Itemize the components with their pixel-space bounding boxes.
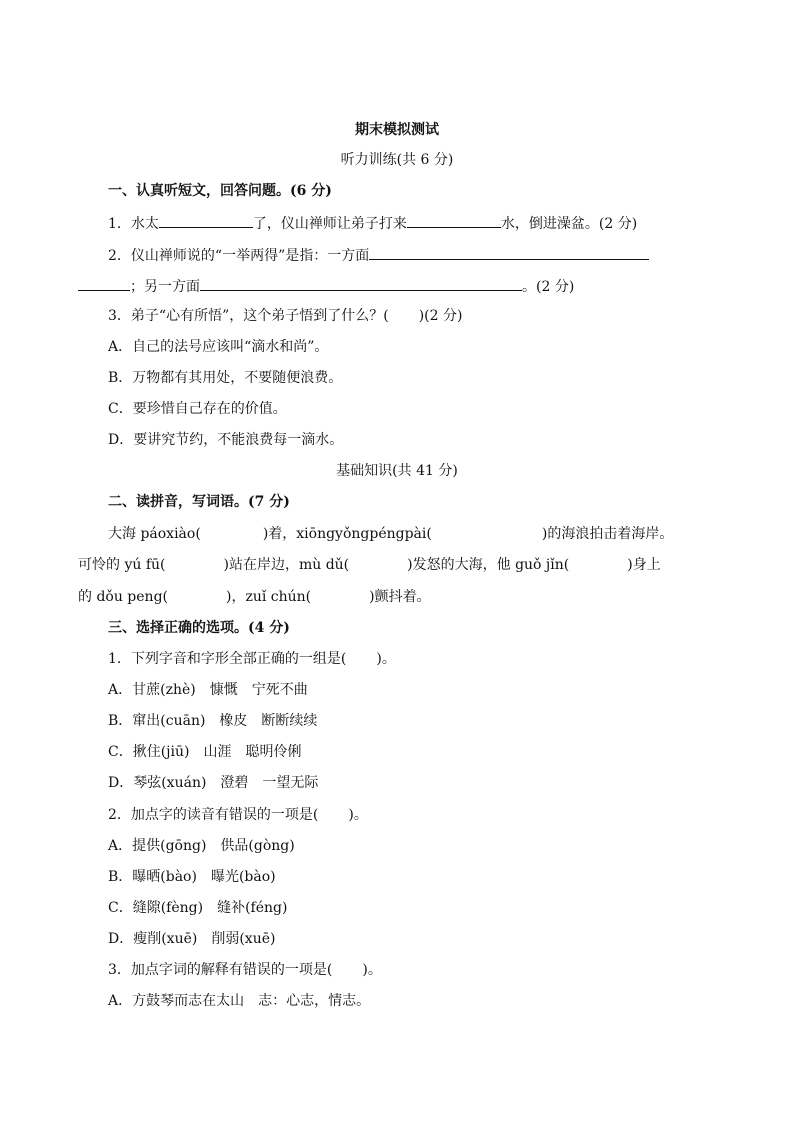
- question-1-3: 3．弟子“心有所悟”，这个弟子悟到了什么？( )(2 分): [108, 308, 463, 324]
- question-1-2: 2．仪山禅师说的“一举两得”是指：一方面: [108, 244, 649, 266]
- option-a: A．自己的法号应该叫“滴水和尚”。: [108, 339, 329, 355]
- option-c: C．揪住(jiū) 山涯 聪明伶俐: [108, 744, 302, 760]
- pinyin-line-3: 的 dǒu peng( )，zuǐ chún( )颤抖着。: [78, 589, 431, 605]
- answer-blank[interactable]: [407, 212, 501, 228]
- question-3-3: 3．加点字词的解释有错误的一项是( )。: [108, 962, 382, 978]
- option-d: D．要讲究节约，不能浪费每一滴水。: [108, 432, 344, 448]
- question-1-2-continued: ；另一方面 。(2 分): [78, 275, 574, 297]
- pinyin-line-2: 可怜的 yú fū( )站在岸边，mù dǔ( )发怒的大海，他 guǒ jǐn( )身上: [78, 557, 661, 573]
- pinyin-line-1: 大海 páoxiào( )着，xiōngyǒngpéngpài( )的海浪拍击着海岸。: [108, 526, 674, 542]
- option-d: D．琴弦(xuán) 澄碧 一望无际: [108, 775, 319, 791]
- option-d: D．瘦削(xuē) 削弱(xuē): [108, 931, 276, 947]
- question-3-2: 2．加点字的读音有错误的一项是( )。: [108, 807, 368, 823]
- option-a: A．甘蔗(zhè) 慷慨 宁死不曲: [108, 682, 308, 698]
- answer-blank[interactable]: [200, 275, 522, 291]
- option-b: B．万物都有其用处，不要随便浪费。: [108, 370, 343, 386]
- option-b: B．曝晒(bào) 曝光(bào): [108, 869, 276, 885]
- page-title: 期末模拟测试: [355, 122, 439, 138]
- section-basics-title: 基础知识(共 41 分): [336, 463, 458, 479]
- part-two-heading: 二、读拼音，写词语。(7 分): [108, 494, 290, 510]
- question-1-1: 1．水太 了，仪山禅师让弟子打来 水，倒进澡盆。(2 分): [108, 212, 637, 234]
- option-c: C．要珍惜自己存在的价值。: [108, 401, 287, 417]
- part-one-heading: 一、认真听短文，回答问题。(6 分): [108, 183, 332, 199]
- section-listening-title: 听力训练(共 6 分): [340, 152, 454, 168]
- option-b: B．窜出(cuān) 橡皮 断断续续: [108, 713, 318, 729]
- option-a: A．方鼓琴而志在太山 志：心志，情志。: [108, 993, 371, 1009]
- question-3-1: 1．下列字音和字形全部正确的一组是( )。: [108, 651, 396, 667]
- answer-blank[interactable]: [78, 275, 130, 291]
- option-c: C．缝隙(fèng) 缝补(féng): [108, 900, 288, 916]
- option-a: A．提供(gōng) 供品(gòng): [108, 838, 295, 854]
- answer-blank[interactable]: [369, 244, 649, 260]
- answer-blank[interactable]: [159, 212, 253, 228]
- part-three-heading: 三、选择正确的选项。(4 分): [108, 620, 290, 636]
